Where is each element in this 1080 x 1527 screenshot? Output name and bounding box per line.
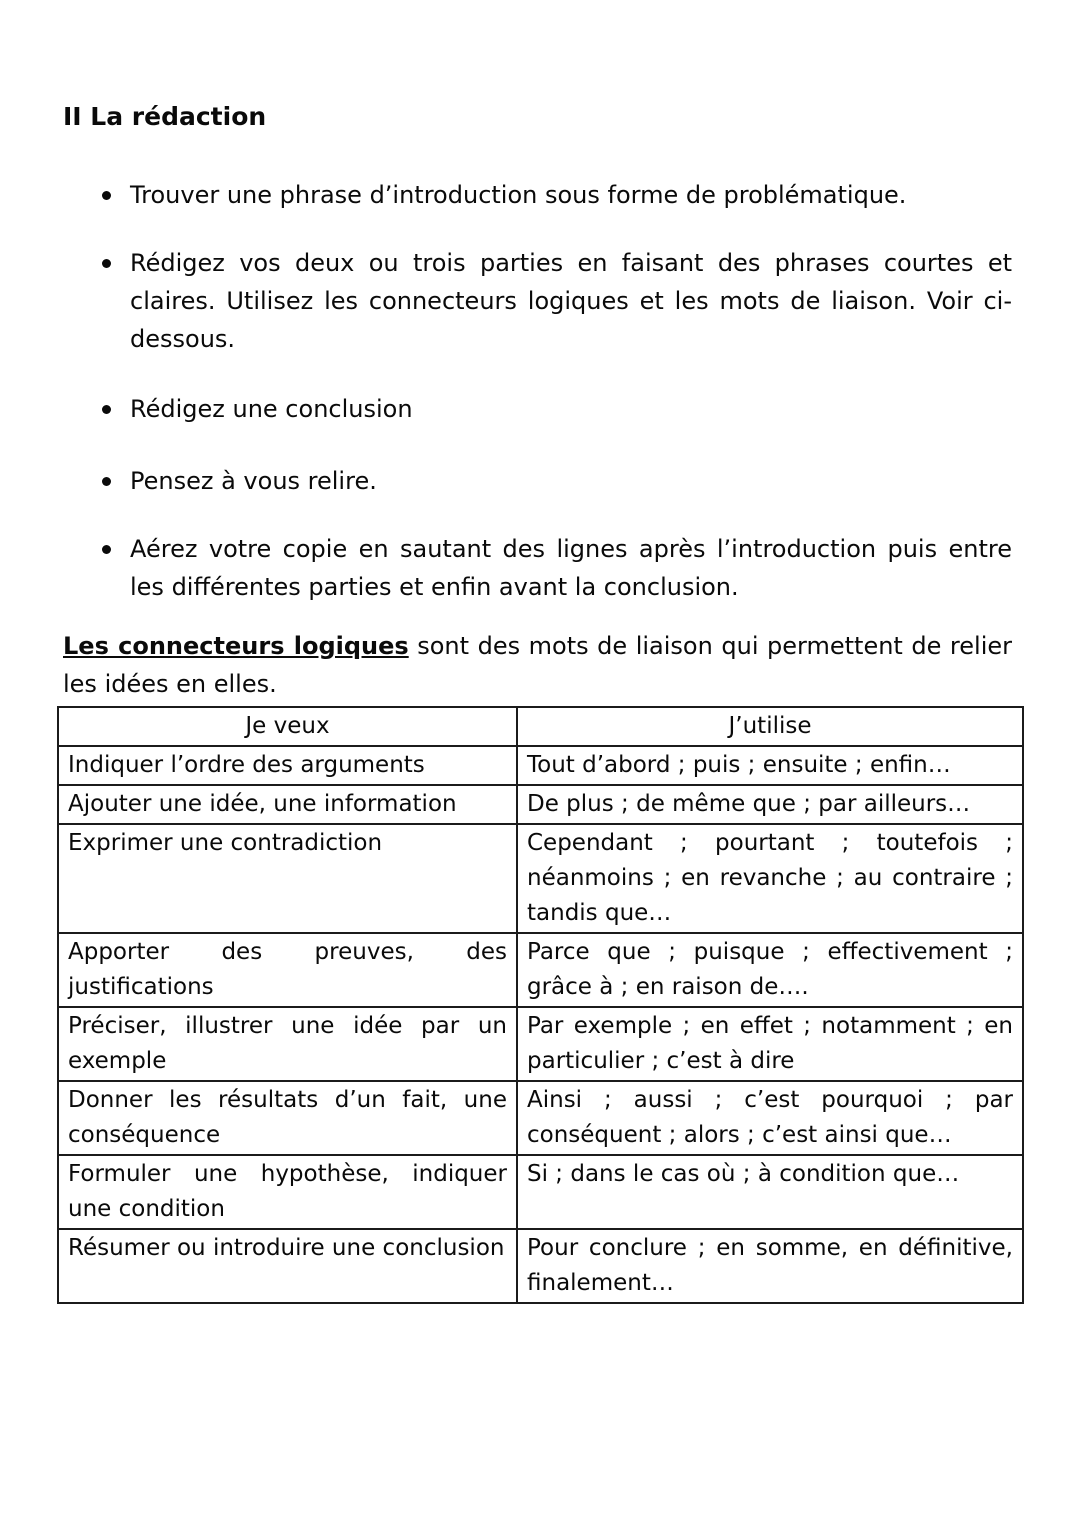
table-row — [58, 1155, 1023, 1229]
table-row — [58, 824, 1023, 933]
bullet-item-introduction: Trouver une phrase d’introduction sous forme de problématique. — [63, 176, 1012, 214]
table-header-je-veux: Je veux — [58, 707, 517, 746]
section-heading: II La rédaction — [63, 102, 267, 131]
table-cell-want: Formuler une hypothèse, indiquer une condition — [58, 1155, 517, 1229]
connectors-table — [57, 706, 1024, 1304]
table-row — [58, 933, 1023, 1007]
table-row — [58, 785, 1023, 824]
table-row — [58, 1007, 1023, 1081]
table-row — [58, 746, 1023, 785]
table-row — [58, 1229, 1023, 1303]
table-cell-want: Résumer ou introduire une conclusion — [58, 1229, 517, 1303]
table-cell-want: Préciser, illustrer une idée par un exemple — [58, 1007, 517, 1081]
table-cell-want: Apporter des preuves, des justifications — [58, 933, 517, 1007]
table-cell-use: Parce que ; puisque ; effectivement ; grâce à ; en raison de…. — [517, 933, 1023, 1007]
table-cell-use: De plus ; de même que ; par ailleurs… — [517, 785, 1023, 824]
table-cell-use: Pour conclure ; en somme, en définitive, finalement… — [517, 1229, 1023, 1303]
table-header-jutilise: J’utilise — [517, 707, 1023, 746]
table-cell-use: Ainsi ; aussi ; c’est pourquoi ; par conséquent ; alors ; c’est ainsi que… — [517, 1081, 1023, 1155]
table-header-row — [58, 707, 1023, 746]
connectors-intro-paragraph — [63, 627, 1012, 703]
table-cell-want: Ajouter une idée, une information — [58, 785, 517, 824]
table-cell-want: Indiquer l’ordre des arguments — [58, 746, 517, 785]
bullet-item-relire: Pensez à vous relire. — [63, 462, 1012, 500]
bullet-item-conclusion: Rédigez une conclusion — [63, 390, 1012, 428]
bullet-list — [63, 176, 1012, 606]
connectors-intro-rest: sont des mots de liaison qui permettent de relier les idées en elles. — [63, 632, 1012, 698]
bullet-item-aerer: Aérez votre copie en sautant des lignes après l’introduction puis entre les différentes parties et enfin avant la conclusion. — [63, 530, 1012, 606]
connectors-term: Les connecteurs logiques — [63, 632, 409, 660]
table-cell-use: Si ; dans le cas où ; à condition que… — [517, 1155, 1023, 1229]
table-cell-use: Cependant ; pourtant ; toutefois ; néanmoins ; en revanche ; au contraire ; tandis que… — [517, 824, 1023, 933]
table-cell-want: Donner les résultats d’un fait, une conséquence — [58, 1081, 517, 1155]
table-row — [58, 1081, 1023, 1155]
bullet-item-parties: Rédigez vos deux ou trois parties en faisant des phrases courtes et claires. Utilisez les connecteurs logiques et les mots de liaison. Voir ci-dessous. — [63, 244, 1012, 358]
table-cell-use: Par exemple ; en effet ; notamment ; en particulier ; c’est à dire — [517, 1007, 1023, 1081]
table-cell-want: Exprimer une contradiction — [58, 824, 517, 933]
table-cell-use: Tout d’abord ; puis ; ensuite ; enfin… — [517, 746, 1023, 785]
